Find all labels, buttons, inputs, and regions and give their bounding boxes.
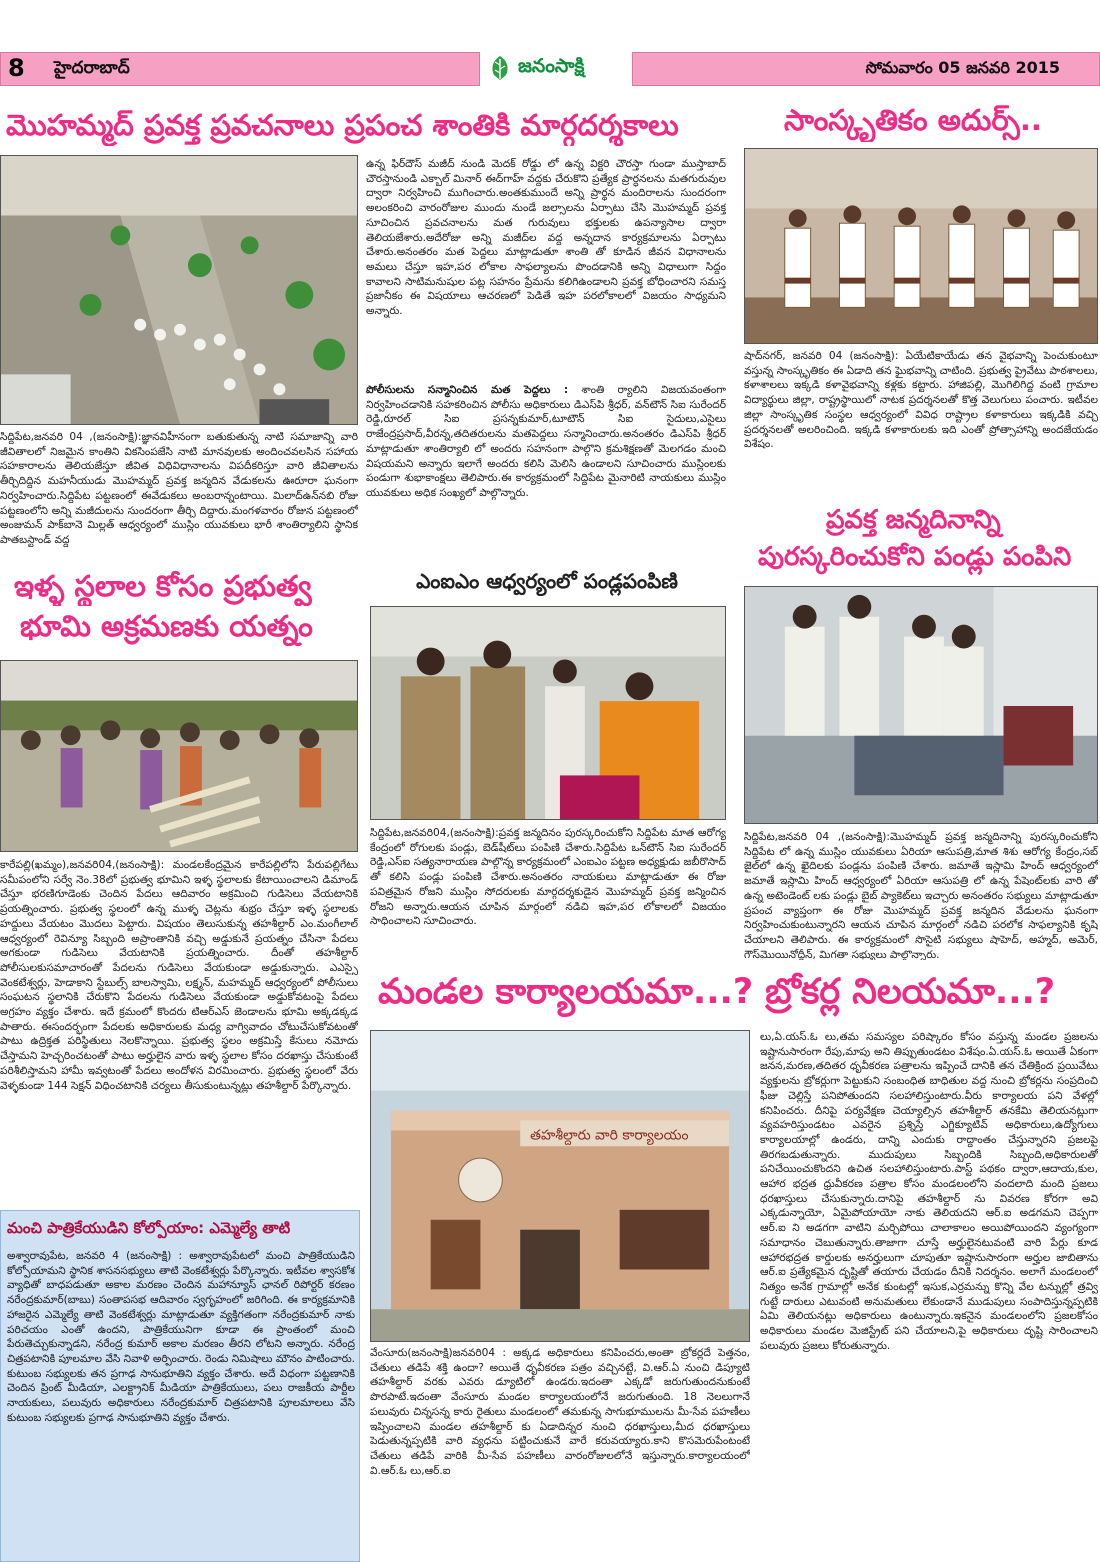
- story3-headline-line2: పురస్కరించుకోని పండ్లు పంపిని: [758, 542, 1072, 572]
- masthead: [0, 0, 1100, 92]
- land-protest-image: [1, 661, 357, 851]
- story5-land-protest-photo: [0, 660, 358, 852]
- brand-name: జనంసాక్షి: [518, 54, 585, 77]
- story1-headline: మొహమ్మద్‌ ప్రవక్త ప్రవచనాలు ప్రపంచ శాంతికి మార్గదర్శకాలు: [6, 108, 679, 142]
- story6-headline: మంచి పాత్రికేయుడిని కోల్పోయాం: ఎమ్మెల్యే తాటి: [7, 1219, 291, 1237]
- fruit-distribution-image: [371, 607, 725, 819]
- newspaper-brand[interactable]: [488, 48, 624, 88]
- rally-crowd-image: [1, 156, 357, 424]
- edition-city: హైదరాబాద్‌: [54, 58, 130, 78]
- story1-rally-photo: [0, 155, 358, 425]
- story3-body: సిద్దిపేట,జనవరి 04 ,(జనంసాక్షి):మొహమ్మద్‌ ప్రవక్త జన్మదినాన్ని పురస్కరించుకోని సిద్దిపేట లో ఉన్న ముస్లిం యువకులు ఏరియా ఆసుపత్రి,మాత శిశు ఆరోగ్య కేంద్రం,సబ్‌ జైల్‌లో ఉన్న ఖైదిలకు పండ్లను పంపిణి చేశారు. జమాతే ఇస్లామి హింద్‌ ఆధ్వర్యంలో జమాతే ఇస్లామి హింద్‌ ఆధ్వర్యంలో ఏరియా ఆసుపత్రి లో ఉన్న పేషెంట్‌లకు వారి తో ఉన్న అటెండెంట్‌ లకు పండ్లు బైబ్‌ ప్యాకెట్‌లు ఇచ్చారు అనంతరం సభ్యులు మాట్లాడుతూ ప్రపంచ వ్యాప్తంగా ఈ రోజు మొహమ్మద్‌ ప్రవక్త జన్మదిన వేడులను ఘనంగా నిర్వహించుకుంటున్నారని ఆయన చూపిన మార్గంలో నడిచి పరలోక సాఫల్యానికి కృషి చేయాలని తెలిపారు. ఈ కార్యక్రమంలో సొసైటి సభ్యులు షాహెద్‌, అహ్మద్‌, అమెర్‌, గౌస్‌మొయినోద్దీన్‌, మిగతా సభ్యులు పాల్గొన్నారు.: [744, 831, 1098, 960]
- story2-headline: సాంస్కృతికం అదుర్స్‌..: [784, 103, 1042, 137]
- story2-stage-photo: [744, 148, 1098, 344]
- office-signboard: తహశీల్దారు వారి కార్యాలయం: [530, 1127, 689, 1144]
- story7-body-col2: లు,ఏ.యస్‌.ఓ లు,తమ సమస్యల పరిష్కారం కోసం వస్తున్న మండల ప్రజలను ఇష్టానుసారంగా రేపు,మాపు అని తిప్పుతుండటం విశేషం.ఏ.యస్‌.ఓ అయితే ఏకంగా జనన,మరణ,తదితర ధృవీకరణ పత్రాలను ఇప్పించే దానికి తన చేతిక్రింద ప్రయివేటు వ్యక్తులను బ్రోకర్లుగా పెట్టుకుని సంబంధిత బాధితుల వద్ద నుంచి బ్రోకర్లను సంప్రదించి ఫీజు చెల్లిస్తే పనిపోతుందని సలహాలిస్తుంటారు.వీరు కార్యాలయ పని వేళల్లో కనిపించరు. దీనిపై పర్యవేక్షణ చెయ్యాల్సిన తహశీల్దార్‌ తనకేమి తెలియనట్లుగా వ్యవహరిస్తుండటం ఎవరైన ప్రశ్నిస్తే ఎగ్జిక్యూటివ్‌ అధికారులు,ఉద్యోగులు కార్యాలయాల్లో ఉండరు, దాన్ని ఎందుకు రాద్దాంతం చేస్తున్నారని ప్రజలపై తిరగబడుతున్నారు. ముదుపులు సిబ్బందికి సిబ్బంది,అధికారులతో పనిచేయించుకొందని ఉచిత సలహాలిస్తుంటారు.పాస్ట్‌ పథకం ద్వారా,ఆదాయ,కుల, ఆహార భద్రత ధ్రువీకరణ పత్రాల కోసం మండలంలోని వందలాది మంది ప్రజలు ధరఖాస్తులు చేసుకున్నారు.దానిపై తహశీల్దార్‌ ను వివరణ కోరగా అవి ఎక్కడున్నాయో, ఏమైపోయాయో నాకు తెలియదని ఆర్‌.ఐ అడగమని చెప్పగా ఆర్‌.ఐ ని అడగగా వాటిని మర్చిపోయి చాలాకాలం అయిపోయిందని వ్యంగ్యంగా సమాధానం చెబుతున్నారు.తాజాగా చూస్తే అర్హులైనటువంటి వారి పేర్లు కూడ ఆహారభద్రత కార్డులకు అనర్హులుగా చూపుతూ ఇష్టానుసారంగా అర్హుల జాబితాను ఆర్‌.ఐ ప్రత్యేకమైన దృష్టితో తయారు చేయడం దీనికి నిదర్శనం. అలాగే మండలంలో నిత్యం అనేక గ్రామాల్లో అనేక కుంటల్లో ఇసుక,ఎర్రమన్ను కొన్ని వేల టన్నుల్లో త్రవ్వి గుట్టే దారులు ఎటువంటి అనుమతులు లేకుండానే ముడుపులు సంపాదిస్తున్నప్పటికి ఏమి తెలియనట్లు అధికారులు ఉంటున్నారు.ఇకనైన మండలంలోని ప్రజలకోసం అధికారులు మండల మెజిస్ట్రేట్‌ పని చేయాలని,పై అధికారులు దృష్టి సారించాలని పలువురు ప్రజలు కోరుతున్నారు.: [760, 1031, 1098, 1352]
- story6-body: అశ్వారావుపేట, జనవరి 4 (జనంసాక్షి) : అశ్వారావుపేటలో మంచి పాత్రికేయుడిని కోల్పోయామని స్థానిక శాసనసభ్యులు తాటి వెంకటేశ్వర్లు పేర్కొన్నారు. ఇటీవల శ్వాసకోశ వ్యాధితో బాధపడుతూ అకాల మరణం చెందిన మహాన్యూస్‌ ఛానల్‌ రిపోర్టర్‌ కరణం నరేంద్రకుమార్‌(బాబు) సంతాపసభ ఆదివారం స్వగృహంలో జరిగింది. ఈ కార్యక్రమానికి హాజరైన ఎమ్మెల్యే తాటి వెంకటేశ్వర్లు మాట్లాడుతూ వ్యక్తిగతంగా నరేంద్రకుమార్‌ నాకు పరిచయం ఎంతో ఉందని, పాత్రికేయునిగా కూడా ఈ ప్రాంతంలో మంచి పేరుతెచ్చుకున్నాడని, నరేంద్ర కుమార్‌ అకాల మరణం తీరని లోటని అన్నారు. నరేంద్ర చిత్రపటానికి పూలమాల వేసి నివాళి అర్పించారు. రెండు నిమిషాలు మౌనం పాటించారు. కుటుంబ సభ్యులకు తన ప్రగాఢ సానుభూతిని వ్యక్తం చేశారు. అదే విధంగా పట్టణానికి చెందిన ప్రింట్‌ మీడియా, ఎలక్ట్రానిక్‌ మీడియా పాత్రికేయులు, పలు రాజకీయ పార్టీల నాయకులు, పలువురు అధికారులు నరేంద్రకుమార్‌ చిత్రపటానికి పూలమాలలు వేసి కుటుంబ సభ్యులకు ప్రగాఢ సానుభూతిని వ్యక్తం చేశారు.: [7, 1250, 355, 1424]
- leaf-logo-icon: [488, 55, 512, 81]
- mandal-office-building-image: [371, 1031, 749, 1341]
- story4-body: సిద్దిపేట,జనవరి04,(జనంసాక్షి):ప్రవక్త జన్మదినం పురస్కరించుకోని సిద్దిపేట మాత ఆరోగ్య కేంద్రంలో రోగులకు పండ్లు, బెడ్‌షీట్‌లు పంపిణి చేశారు.సిద్దిపేట ఒన్‌టౌన్‌ సిఐ సురేందర్‌ రెడ్డి,ఎస్‌ఐ సత్యనారాయణ పాల్గొన్న కార్యక్రమంలో ఎంఐఎం పట్టణ అధ్యక్షుడు జబీరొసాద్‌ తో కలిసి పండ్లు పంపిణి చేశారు.అనంతరం నాయకులు మాట్లాడుతూ ఈ రోజు పవిత్రమైన రోజని ముస్లిం సోదరులకు మార్గదర్శకుడైన మొహమ్మద్‌ ప్రవక్త జన్మించిన రోజని అన్నారు.ఆయన చూపిన మార్గంలో నడిచి ఇహ,పర లోకాలలో విజయం సాధించాలని సూచించారు.: [370, 827, 726, 928]
- page-number: 8: [8, 54, 25, 82]
- story4-headline: ఎంఐఎం ఆధ్వర్యంలో పండ్లపంపిణి: [416, 569, 678, 593]
- story1-body-col2b-text: శాంతి ర్యాలిని విజయవంతంగా నిర్వహించడానికి సహకరించిన పోలీసు అధికారులు డిఎస్‌పి శ్రీధర్‌, వన్‌టౌన్‌ సిఐ సురేందర్‌ రెడ్డి,రూరల్‌ సిఐ ప్రసన్నకుమార్‌,టూటౌన్‌ సిఐ సైదులు,ఎసైలు రాజేంద్రప్రసాద్‌,వీరన్న,తదితరులను మతపెద్దలు సన్మానించారు.అనంతరం డిఎస్‌పి శ్రీధర్‌ మాట్లాడుతూ శాంతిర్యాలి లో అందరు సహనంగా పాల్గొని క్రమశిక్షణతో మెలగడం మంచి విషయమని అన్నారు ఇలాగే అందరు కలిసి మెలిసి ఉండాలని సూచించారు ముస్లింలకు పండుగా శుభాకాంక్షలు తెలిపారు.ఈ కార్యక్రమంలో సిద్దిపేట మైనారిటి నాయకులు ముస్లిం యువకులు అధిక సంఖ్యలో పాల్గొన్నారు.: [366, 384, 726, 499]
- story1-body-col2: ఉన్న ఫిర్‌దౌస్‌ మజీద్‌ నుండి మెదక్‌ రోడ్డు లో ఉన్న విక్టరి చౌరస్తా గుండా ముస్తాబాద్‌ చౌరస్తానుండి ఎక్బాల్‌ మినార్‌ ఈద్‌గాహ్‌ వద్దకు చేరుకొని ప్రత్యేక ప్రార్ధనలను మతగురువుల ద్వారా నిర్వహించి ముగించారు.అంతకుముందే అన్ని ప్రార్థన మందిరాలను సుందరంగా అలంకరించి వారంరోజుల ముందు నుండే జల్సాలను ఏర్పాటు చేసి మొహమ్మద్‌ ప్రవక్త సూచించిన ప్రవచనాలను మత గురువులు భక్తులకు ఉపన్యాసాల ద్వారా తెలియజేశారు.అదేరోజు అన్ని మజీద్‌ల వద్ద అన్నదాన కార్యక్రమాలను ఏర్పాటు చేశారు.అనంతరం మత పెద్దలు మాట్లాడుతూ శాంతి తో కూడిన జీవన విధానాలను అమలు చేస్తూ ఇహ,పర లోకాల సాఫల్యాలను పొందడానికి అన్ని విధాలుగా సిద్దం కావాలని సాటిమనుషుల పట్ల సహనం ప్రేమను కలిగిఉండాలని ప్రవక్త బోధించారని సమస్త ప్రజానీకం ఈ విషయాలు ఆచరణలో పెడితే ఇహ పరలోకాలలో విజయం సాధ్యమని అన్నారు.: [366, 158, 726, 318]
- story1-body-col2b: [366, 383, 726, 551]
- story1-subhead: పోలీసులను సన్మానించిన మత పెద్దలు :: [366, 384, 569, 396]
- issue-date: సోమవారం 05 జనవరి 2015: [865, 58, 1060, 77]
- story4-fruit-distribution-photo: [370, 606, 726, 820]
- story7-headline: మండల కార్యాలయమా...? బ్రోకర్ల నిలయమా...?: [378, 972, 1056, 1012]
- story7-body-col1: వేంసూరు(జనంసాక్షి)జనవరి04 : అక్కడ అధికారులు కనిపించరు,అంతా బ్రోకర్లదే పెత్తనం, చేతులు తడిపే శక్తి ఉందా? అయితే ధృవీకరణ పత్రం వచ్చినట్టే, వి.ఆర్‌.ఏ నుంచి డిప్యూటి తహశీల్దార్‌ వరకు ఎవరు డ్యూటిలో ఉండరు.ఇదంతా ఎక్కడో జరుగుతుందనుకుంటే పొరపాటే.ఇదంతా వేంసూరు మండల కార్యాలయంలోనే జరుగుతుంది. 18 నెలలుగానే పలువురు చిన్నసన్న కారు రైతులు మండలంలో తమకున్న సాగుభూములను మీ-సేవ పహణీలు ఇప్పించాలని మండల తహశీల్దార్‌ కు ఏడాదిన్నర నుంచి ధరఖాస్తులు,మీద ధరఖాస్తులు పెడుతున్నప్పటికి వారి వ్యధను పట్టించుకునే వారే కరువయ్యారు.కాని కొసమెరుపేంటంటే చేతులు తడిపే వారికి మీ-సేవ పహణీలు వారంరోజులలోనే ఇస్తున్నారు.కార్యాలయంలో వి.ఆర్‌.ఓ లు,ఆర్‌.ఐ: [370, 1347, 750, 1477]
- story3-hospital-photo: [744, 586, 1098, 824]
- story2-body: షాద్‌నగర్‌, జనవరి 04 (జనంసాక్షి): ఏయేటికాయేడు తన వైభవాన్ని పెంచుకుంటూ వస్తున్న సాంస్కృతికం ఈ ఏడాది తన ఘైభవాన్ని చాటింది. ప్రభుత్వ ప్రైవేటు పాఠశాలలు, కళాశాలలు ఇక్కడి కళావైభవాన్ని కళ్లకు కట్టారు. హాజిపల్లి, మొగిలిగిద్ద వంటి గ్రామాల విద్యార్థులు జిల్లా, రాష్ట్రస్థాయిలో నాటక ప్రదర్శనలతో కొత్త వెలుగులు పంచారు. ఇటీవల జిల్లా సాంస్కృతిక సంస్థల ఆధ్వర్యంలో వివిధ రాష్ట్రాల కళాకారులు ఇక్కడికి వచ్చి ప్రదర్శనలతో అలరించింది. ఇక్కడి కళాకారులకు ఇది ఎంతో ప్రోత్సాహాన్ని అందజేయడం విశేషం.: [744, 350, 1098, 451]
- story7-office-photo: [370, 1030, 750, 1342]
- story5-headline-line2: భూమి అక్రమణకు యత్నం: [20, 609, 313, 643]
- cultural-dance-image: [745, 149, 1097, 343]
- story5-body: కారేపల్లి(ఖమ్మం),జనవరి04,(జనంసాక్షి): మండలకేంద్రమైన కారేపల్లిలోని పేరుపల్లిగేటు సమీపంలోని సర్వే నెం.38లో ప్రభుత్వ భూమిని ఇళ్ళ స్థలాలకు కేటాయించాలని డిమాండ్‌ చేస్తూ భరణిగూడెంకు చెందిన పేదలు ఆదివారం అక్రమించి గుడిసెలు వేయటానికి ప్రయత్నించారు. ప్రభుత్వ స్థలంలో ఉన్న ముళ్ళ చెట్లను శుభ్రం చేస్తూ ఇళ్ళ స్థలాలకు హద్దులు వేయటం మొదలు పెట్టారు. విషయం తెలుసుకున్న తహశీల్దార్‌ ఎం.మంగీలాల్‌ ఆధ్వర్యంలో రెవిన్యూ సిబ్బంది అప్రాంతానికి వచ్చి అడ్డుకునే ప్రయత్నం చేసినా పేదలు అగకుండా గుడిసెలు వేయటానికి ప్రయత్నించారు. దీంతో తహశీల్దార్‌ పోలీసులకుసమాచారంతో పేదలను గుడిసెలు వేయకుండా అడ్డుకున్నారు. ఎఎస్సై వెంకటేశ్వర్లు, హెడాకాని స్టేబుల్స్‌ బాలస్వామి, లక్ష్మన్‌, మహమ్మద్‌ ఆధ్వర్యంలో పోలీసులు సంఘటన స్థలానికి చేరుకొని పేదలను గుడిసెలు వేయకుండా అడ్డుకోవటంపై పేదలు అగ్రహం వ్యక్తం చేశారు. ఇదే క్రమంలో కొందరు టిఆర్‌ఎస్‌ జెండాలను భూమి అక్కడక్కడ పాతారు. ఈసందర్భంగా పేదలకు అధికారులకు మధ్య వాగ్వివాదం చోటుచేసుకోవటంతో పాటు ఉద్రిక్తత పరిస్థితులు నెలకొన్నాయి. ప్రభుత్వ స్థలం అక్రమిస్తే కేసులు నమోదు చేస్తామని హెచ్చరించటంతో పాటు అర్హులైన వారు ఇళ్ళ స్థలాల కోసం దరఖాస్తు చేసుకుంటే పరిశీలిస్తామని హామీ ఇవ్వటంతో పేదలు అందోళన విరమించారు. ప్రభుత్వ స్థలంలో వేరు వెళ్ళకుండా 144 సెక్షన్‌ విధించటానికి చర్యలు తీసుకుంటున్నట్లు తహశీల్దార్‌ పేర్కొన్నారు.: [0, 859, 358, 1092]
- story3-headline-line1: ప్రవక్త జన్మదినాన్ని: [826, 505, 1001, 535]
- hospital-visit-image: [745, 587, 1097, 823]
- story1-body-col1: సిద్దిపేట,జనవరి 04 ,(జనంసాక్షి):జ్ఞానవిహీనంగా బతుకుతున్న నాటి సమాజాన్ని వారి జీవితాలలో నిజమైన కాంతిని వికసింపజేసి నాటి మానవులకు అందించవలసిన సహాయ సహకారాలను తెలియజేస్తూ జీవిత విధివిధానాలను విపదీకరిస్తూ వారి జీవితాలను తీర్చిదిద్దిన మహనీయుడు మొహమ్మద్‌ ప్రవక్త జన్మదిన వేడుకలను ఊరూరా ఘనంగా నిర్వహించారు.సిద్దిపేట పట్టణంలో ఈవేడుకలు అంబరాన్నంటాయి. మిలాద్‌ఉన్‌నబి రోజు పట్టణంలోని అన్ని మజీదులను సుందరంగా తీర్చి దిద్దారు.మంగళవారం రోజున పట్టణంలో అంజుమన్‌ పాక్‌బానె మిల్లత్‌ ఆధ్వర్యంలో ముస్లిం యువకులు భారీ శాంతిర్యాలిని స్థానిక పాతబస్టాండ్‌ వద్ద: [0, 431, 358, 546]
- tribute-box: [0, 1210, 360, 1562]
- story5-headline-line1: ఇళ్ళ స్థలాల కోసం ప్రభుత్వ: [14, 569, 312, 603]
